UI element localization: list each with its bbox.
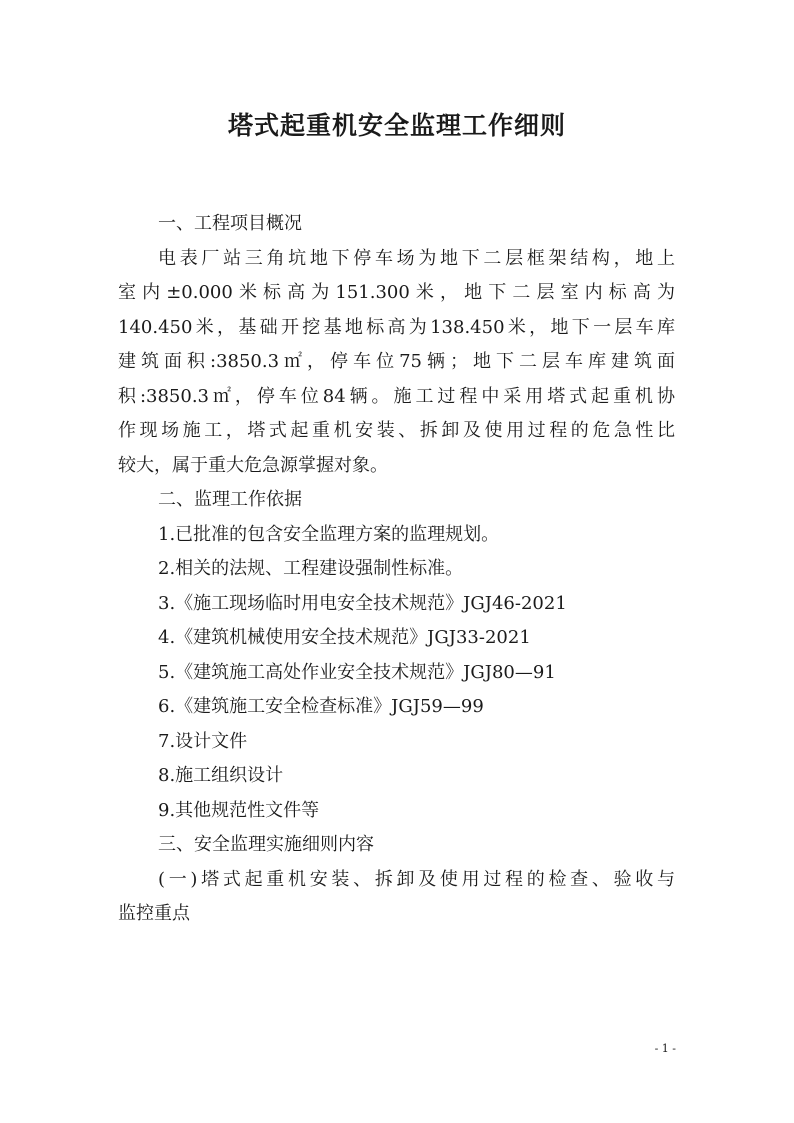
body-line: 较大，属于重大危急源掌握对象。 [118, 454, 388, 476]
body-line: 室内±0.000米标高为151.300米，地下二层室内标高为 [118, 282, 675, 303]
document-title: 塔式起重机安全监理工作细则 [227, 111, 566, 140]
section-heading: 二、监理工作依据 [158, 489, 302, 510]
list-item: 3.《施工现场临时用电安全技术规范》JGJ46-2021 [158, 592, 567, 614]
list-item: 1.已批准的包含安全监理方案的监理规划。 [158, 523, 500, 545]
list-item: 7.设计文件 [158, 730, 248, 752]
body-line: 积:3850.3㎡，停车位84辆。施工过程中采用塔式起重机协 [118, 385, 675, 407]
document-body [118, 207, 675, 932]
list-item: 4.《建筑机械使用安全技术规范》JGJ33-2021 [158, 627, 531, 648]
body-line: 电表厂站三角坑地下停车场为地下二层框架结构，地上 [158, 247, 675, 269]
list-item: 6.《建筑施工安全检查标准》JGJ59—99 [158, 696, 484, 717]
list-item: 5.《建筑施工高处作业安全技术规范》JGJ80—91 [158, 661, 556, 683]
subsection-heading-continued: 监控重点 [118, 903, 190, 924]
body-line: 140.450米，基础开挖基地标高为138.450米，地下一层车库 [118, 316, 675, 338]
subsection-heading: (一)塔式起重机安装、拆卸及使用过程的检查、验收与 [158, 868, 675, 890]
body-line: 作现场施工，塔式起重机安装、拆卸及使用过程的危急性比 [118, 420, 675, 441]
page-number-text: - 1 - [654, 1042, 676, 1055]
body-line: 建筑面积:3850.3㎡，停车位75辆；地下二层车库建筑面 [118, 351, 675, 372]
section-heading: 三、安全监理实施细则内容 [158, 834, 374, 855]
list-item: 8.施工组织设计 [158, 765, 284, 786]
body-line: 一、工程项目概况 [158, 213, 302, 234]
list-item: 9.其他规范性文件等 [158, 799, 320, 821]
list-item: 2.相关的法规、工程建设强制性标准。 [158, 558, 464, 579]
